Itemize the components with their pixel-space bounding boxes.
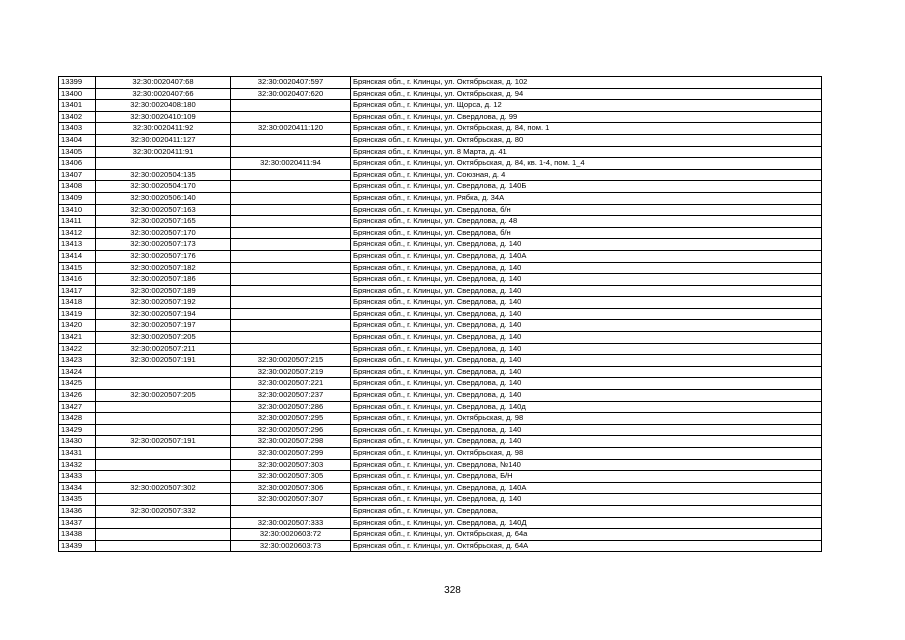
cadastral-number-cell: 32:30:0020507:194 — [96, 308, 231, 320]
table-row — [59, 459, 822, 471]
related-cadastral-number-cell — [231, 505, 351, 517]
row-number-cell: 13415 — [59, 262, 96, 274]
address-cell: Брянская обл., г. Клинцы, ул. Рябка, д. 34А — [351, 192, 822, 204]
table-row — [59, 250, 822, 262]
row-number-cell: 13435 — [59, 494, 96, 506]
row-number-cell: 13424 — [59, 366, 96, 378]
table-row — [59, 274, 822, 286]
row-number-cell: 13412 — [59, 227, 96, 239]
row-number-cell: 13421 — [59, 332, 96, 344]
row-number-cell: 13428 — [59, 413, 96, 425]
address-cell: Брянская обл., г. Клинцы, ул. Октябрьская, д. 80 — [351, 134, 822, 146]
address-cell: Брянская обл., г. Клинцы, ул. Свердлова, д. 140Д — [351, 517, 822, 529]
related-cadastral-number-cell — [231, 169, 351, 181]
table-row — [59, 366, 822, 378]
cadastral-number-cell: 32:30:0020507:173 — [96, 239, 231, 251]
table-body — [59, 77, 822, 552]
address-cell: Брянская обл., г. Клинцы, ул. Свердлова, б/н — [351, 204, 822, 216]
table-row — [59, 308, 822, 320]
row-number-cell: 13416 — [59, 274, 96, 286]
cadastral-number-cell: 32:30:0020507:186 — [96, 274, 231, 286]
cadastral-number-cell — [96, 413, 231, 425]
row-number-cell: 13400 — [59, 88, 96, 100]
cadastral-number-cell: 32:30:0020507:191 — [96, 436, 231, 448]
address-cell: Брянская обл., г. Клинцы, ул. Свердлова, д. 140 — [351, 285, 822, 297]
related-cadastral-number-cell: 32:30:0020507:221 — [231, 378, 351, 390]
cadastral-number-cell — [96, 448, 231, 460]
address-cell: Брянская обл., г. Клинцы, ул. Свердлова, д. 140 — [351, 390, 822, 402]
related-cadastral-number-cell — [231, 192, 351, 204]
row-number-cell: 13406 — [59, 158, 96, 170]
cadastral-number-cell: 32:30:0020504:135 — [96, 169, 231, 181]
related-cadastral-number-cell: 32:30:0020507:296 — [231, 424, 351, 436]
table-row — [59, 227, 822, 239]
row-number-cell: 13438 — [59, 529, 96, 541]
cadastral-number-cell: 32:30:0020410:109 — [96, 111, 231, 123]
address-cell: Брянская обл., г. Клинцы, ул. 8 Марта, д. 41 — [351, 146, 822, 158]
table-row — [59, 494, 822, 506]
row-number-cell: 13403 — [59, 123, 96, 135]
cadastral-number-cell — [96, 517, 231, 529]
page-number: 328 — [444, 585, 461, 596]
table-row — [59, 320, 822, 332]
row-number-cell: 13420 — [59, 320, 96, 332]
row-number-cell: 13409 — [59, 192, 96, 204]
table-row — [59, 378, 822, 390]
address-cell: Брянская обл., г. Клинцы, ул. Свердлова, №140 — [351, 459, 822, 471]
cadastral-number-cell: 32:30:0020507:165 — [96, 216, 231, 228]
related-cadastral-number-cell: 32:30:0020603:72 — [231, 529, 351, 541]
table-row — [59, 355, 822, 367]
related-cadastral-number-cell: 32:30:0020407:620 — [231, 88, 351, 100]
related-cadastral-number-cell: 32:30:0020507:303 — [231, 459, 351, 471]
row-number-cell: 13431 — [59, 448, 96, 460]
related-cadastral-number-cell: 32:30:0020507:237 — [231, 390, 351, 402]
related-cadastral-number-cell: 32:30:0020507:298 — [231, 436, 351, 448]
related-cadastral-number-cell: 32:30:0020507:306 — [231, 482, 351, 494]
table-row — [59, 239, 822, 251]
related-cadastral-number-cell: 32:30:0020507:219 — [231, 366, 351, 378]
table-row — [59, 146, 822, 158]
row-number-cell: 13408 — [59, 181, 96, 193]
address-cell: Брянская обл., г. Клинцы, ул. Свердлова, д. 140А — [351, 482, 822, 494]
table-row — [59, 471, 822, 483]
table-row — [59, 134, 822, 146]
related-cadastral-number-cell — [231, 297, 351, 309]
address-cell: Брянская обл., г. Клинцы, ул. Свердлова, д. 140 — [351, 366, 822, 378]
address-cell: Брянская обл., г. Клинцы, ул. Свердлова, д. 99 — [351, 111, 822, 123]
address-cell: Брянская обл., г. Клинцы, ул. Свердлова, Б/Н — [351, 471, 822, 483]
address-cell: Брянская обл., г. Клинцы, ул. Октябрьская, д. 64А — [351, 540, 822, 552]
cadastral-number-cell — [96, 401, 231, 413]
address-cell: Брянская обл., г. Клинцы, ул. Октябрьская, д. 84, пом. 1 — [351, 123, 822, 135]
address-cell: Брянская обл., г. Клинцы, ул. Октябрьская, д. 94 — [351, 88, 822, 100]
address-cell: Брянская обл., г. Клинцы, ул. Свердлова, д. 140 — [351, 343, 822, 355]
cadastral-number-cell: 32:30:0020507:182 — [96, 262, 231, 274]
address-cell: Брянская обл., г. Клинцы, ул. Октябрьская, д. 98 — [351, 448, 822, 460]
table-row — [59, 100, 822, 112]
table-row — [59, 181, 822, 193]
table-row — [59, 88, 822, 100]
related-cadastral-number-cell: 32:30:0020603:73 — [231, 540, 351, 552]
table-row — [59, 505, 822, 517]
address-cell: Брянская обл., г. Клинцы, ул. Свердлова, д. 140 — [351, 262, 822, 274]
row-number-cell: 13434 — [59, 482, 96, 494]
cadastral-number-cell: 32:30:0020407:66 — [96, 88, 231, 100]
cadastral-number-cell: 32:30:0020407:68 — [96, 77, 231, 89]
row-number-cell: 13404 — [59, 134, 96, 146]
cadastral-number-cell — [96, 494, 231, 506]
address-cell: Брянская обл., г. Клинцы, ул. Октябрьская, д. 98 — [351, 413, 822, 425]
row-number-cell: 13410 — [59, 204, 96, 216]
related-cadastral-number-cell — [231, 343, 351, 355]
related-cadastral-number-cell — [231, 181, 351, 193]
related-cadastral-number-cell: 32:30:0020507:215 — [231, 355, 351, 367]
address-cell: Брянская обл., г. Клинцы, ул. Свердлова, д. 140 — [351, 239, 822, 251]
row-number-cell: 13432 — [59, 459, 96, 471]
address-cell: Брянская обл., г. Клинцы, ул. Свердлова, д. 140 — [351, 424, 822, 436]
address-cell: Брянская обл., г. Клинцы, ул. Свердлова, д. 140 — [351, 436, 822, 448]
related-cadastral-number-cell — [231, 146, 351, 158]
related-cadastral-number-cell — [231, 111, 351, 123]
address-cell: Брянская обл., г. Клинцы, ул. Свердлова, д. 140Б — [351, 181, 822, 193]
table-row — [59, 436, 822, 448]
related-cadastral-number-cell: 32:30:0020411:120 — [231, 123, 351, 135]
row-number-cell: 13418 — [59, 297, 96, 309]
table-row — [59, 529, 822, 541]
address-cell: Брянская обл., г. Клинцы, ул. Свердлова, д. 140 — [351, 332, 822, 344]
related-cadastral-number-cell: 32:30:0020507:299 — [231, 448, 351, 460]
cadastral-number-cell: 32:30:0020507:332 — [96, 505, 231, 517]
cadastral-number-cell: 32:30:0020408:180 — [96, 100, 231, 112]
row-number-cell: 13433 — [59, 471, 96, 483]
row-number-cell: 13401 — [59, 100, 96, 112]
cadastral-number-cell: 32:30:0020507:170 — [96, 227, 231, 239]
cadastral-number-cell: 32:30:0020507:192 — [96, 297, 231, 309]
address-cell: Брянская обл., г. Клинцы, ул. Свердлова, д. 140А — [351, 250, 822, 262]
cadastral-number-cell: 32:30:0020507:189 — [96, 285, 231, 297]
related-cadastral-number-cell: 32:30:0020507:307 — [231, 494, 351, 506]
address-cell: Брянская обл., г. Клинцы, ул. Свердлова, д. 140д — [351, 401, 822, 413]
cadastral-table — [58, 76, 822, 552]
row-number-cell: 13439 — [59, 540, 96, 552]
table-row — [59, 77, 822, 89]
address-cell: Брянская обл., г. Клинцы, ул. Свердлова, д. 140 — [351, 320, 822, 332]
related-cadastral-number-cell — [231, 274, 351, 286]
row-number-cell: 13405 — [59, 146, 96, 158]
related-cadastral-number-cell — [231, 134, 351, 146]
table-row — [59, 169, 822, 181]
cadastral-number-cell: 32:30:0020507:197 — [96, 320, 231, 332]
row-number-cell: 13413 — [59, 239, 96, 251]
address-cell: Брянская обл., г. Клинцы, ул. Октябрьская, д. 64а — [351, 529, 822, 541]
table-row — [59, 390, 822, 402]
address-cell: Брянская обл., г. Клинцы, ул. Октябрьская, д. 84, кв. 1-4, пом. 1_4 — [351, 158, 822, 170]
row-number-cell: 13417 — [59, 285, 96, 297]
cadastral-number-cell — [96, 158, 231, 170]
table-row — [59, 262, 822, 274]
row-number-cell: 13422 — [59, 343, 96, 355]
related-cadastral-number-cell — [231, 250, 351, 262]
cadastral-number-cell — [96, 529, 231, 541]
table-row — [59, 297, 822, 309]
table-row — [59, 482, 822, 494]
cadastral-number-cell — [96, 378, 231, 390]
related-cadastral-number-cell: 32:30:0020411:94 — [231, 158, 351, 170]
address-cell: Брянская обл., г. Клинцы, ул. Свердлова, д. 48 — [351, 216, 822, 228]
related-cadastral-number-cell: 32:30:0020507:295 — [231, 413, 351, 425]
cadastral-number-cell: 32:30:0020504:170 — [96, 181, 231, 193]
address-cell: Брянская обл., г. Клинцы, ул. Свердлова, д. 140 — [351, 308, 822, 320]
related-cadastral-number-cell — [231, 204, 351, 216]
row-number-cell: 13402 — [59, 111, 96, 123]
address-cell: Брянская обл., г. Клинцы, ул. Свердлова, д. 140 — [351, 378, 822, 390]
table-row — [59, 204, 822, 216]
row-number-cell: 13427 — [59, 401, 96, 413]
address-cell: Брянская обл., г. Клинцы, ул. Союзная, д. 4 — [351, 169, 822, 181]
row-number-cell: 13414 — [59, 250, 96, 262]
related-cadastral-number-cell: 32:30:0020507:286 — [231, 401, 351, 413]
table-row — [59, 216, 822, 228]
related-cadastral-number-cell — [231, 262, 351, 274]
table-row — [59, 123, 822, 135]
cadastral-number-cell — [96, 471, 231, 483]
row-number-cell: 13411 — [59, 216, 96, 228]
row-number-cell: 13407 — [59, 169, 96, 181]
table-row — [59, 111, 822, 123]
table-row — [59, 448, 822, 460]
table-row — [59, 401, 822, 413]
related-cadastral-number-cell — [231, 227, 351, 239]
address-cell: Брянская обл., г. Клинцы, ул. Свердлова, — [351, 505, 822, 517]
related-cadastral-number-cell — [231, 100, 351, 112]
cadastral-number-cell: 32:30:0020411:127 — [96, 134, 231, 146]
cadastral-number-cell: 32:30:0020507:205 — [96, 390, 231, 402]
table-row — [59, 413, 822, 425]
row-number-cell: 13399 — [59, 77, 96, 89]
cadastral-number-cell: 32:30:0020507:302 — [96, 482, 231, 494]
address-cell: Брянская обл., г. Клинцы, ул. Свердлова, б/н — [351, 227, 822, 239]
row-number-cell: 13425 — [59, 378, 96, 390]
address-cell: Брянская обл., г. Клинцы, ул. Свердлова, д. 140 — [351, 274, 822, 286]
row-number-cell: 13436 — [59, 505, 96, 517]
row-number-cell: 13426 — [59, 390, 96, 402]
related-cadastral-number-cell — [231, 216, 351, 228]
related-cadastral-number-cell — [231, 320, 351, 332]
related-cadastral-number-cell: 32:30:0020407:597 — [231, 77, 351, 89]
related-cadastral-number-cell — [231, 332, 351, 344]
table-row — [59, 517, 822, 529]
row-number-cell: 13430 — [59, 436, 96, 448]
cadastral-number-cell: 32:30:0020507:211 — [96, 343, 231, 355]
row-number-cell: 13429 — [59, 424, 96, 436]
cadastral-number-cell — [96, 459, 231, 471]
related-cadastral-number-cell: 32:30:0020507:305 — [231, 471, 351, 483]
related-cadastral-number-cell — [231, 308, 351, 320]
cadastral-number-cell: 32:30:0020411:91 — [96, 146, 231, 158]
address-cell: Брянская обл., г. Клинцы, ул. Октябрьская, д. 102 — [351, 77, 822, 89]
table-row — [59, 424, 822, 436]
cadastral-number-cell: 32:30:0020507:176 — [96, 250, 231, 262]
cadastral-number-cell: 32:30:0020507:205 — [96, 332, 231, 344]
cadastral-number-cell — [96, 540, 231, 552]
cadastral-number-cell: 32:30:0020507:191 — [96, 355, 231, 367]
cadastral-number-cell: 32:30:0020411:92 — [96, 123, 231, 135]
row-number-cell: 13437 — [59, 517, 96, 529]
row-number-cell: 13423 — [59, 355, 96, 367]
address-cell: Брянская обл., г. Клинцы, ул. Свердлова, д. 140 — [351, 297, 822, 309]
address-cell: Брянская обл., г. Клинцы, ул. Свердлова, д. 140 — [351, 494, 822, 506]
cadastral-number-cell — [96, 366, 231, 378]
table-row — [59, 343, 822, 355]
table-row — [59, 540, 822, 552]
table-row — [59, 158, 822, 170]
related-cadastral-number-cell — [231, 239, 351, 251]
related-cadastral-number-cell — [231, 285, 351, 297]
row-number-cell: 13419 — [59, 308, 96, 320]
cadastral-number-cell — [96, 424, 231, 436]
table-row — [59, 285, 822, 297]
table-row — [59, 192, 822, 204]
table-row — [59, 332, 822, 344]
address-cell: Брянская обл., г. Клинцы, ул. Свердлова, д. 140 — [351, 355, 822, 367]
cadastral-number-cell: 32:30:0020506:140 — [96, 192, 231, 204]
address-cell: Брянская обл., г. Клинцы, ул. Щорса, д. 12 — [351, 100, 822, 112]
cadastral-number-cell: 32:30:0020507:163 — [96, 204, 231, 216]
related-cadastral-number-cell: 32:30:0020507:333 — [231, 517, 351, 529]
